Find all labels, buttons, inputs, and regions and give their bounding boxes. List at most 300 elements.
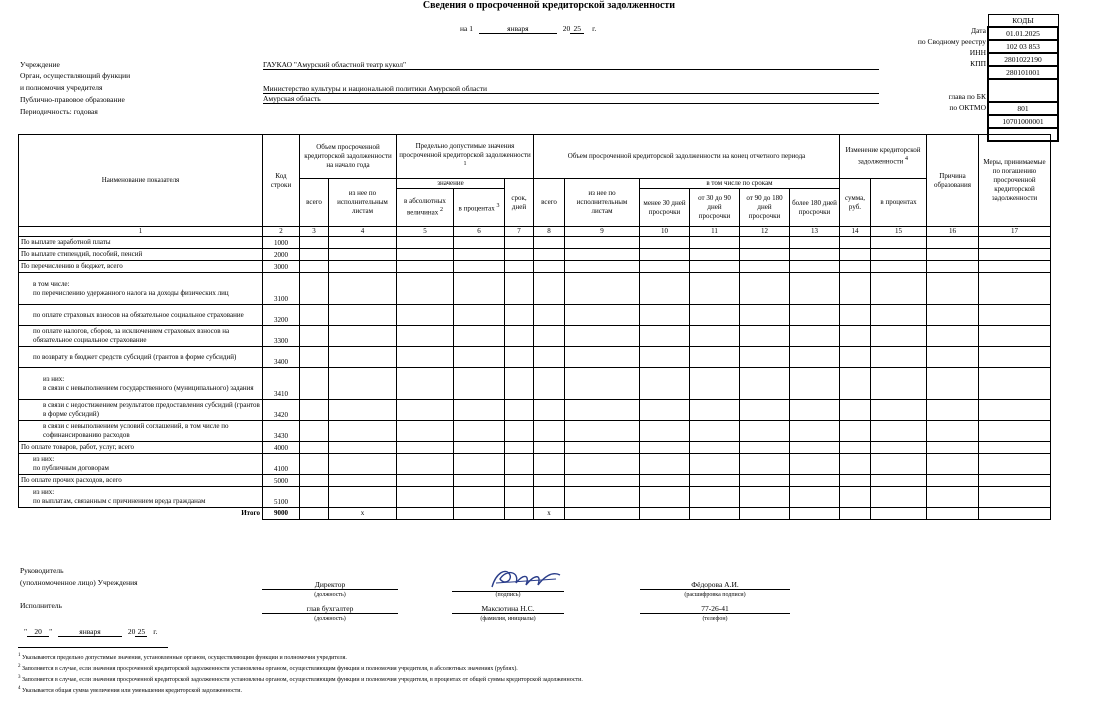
total-cell-9 (565, 508, 640, 520)
code-inn: 2801022190 (988, 53, 1058, 66)
footnote-3 (18, 674, 1088, 685)
row-name: по оплате страховых взносов на обязательное социальное страхование (19, 305, 263, 326)
header-lt30: менее 30 дней просрочки (640, 189, 690, 227)
row-cell-14 (840, 400, 871, 421)
row-cell-17 (979, 305, 1051, 326)
column-number-15: 15 (871, 227, 927, 237)
row-cell-4 (329, 475, 397, 487)
executor-position: глав бухгалтер (262, 604, 398, 614)
row-code: 3420 (263, 400, 300, 421)
row-cell-3 (300, 249, 329, 261)
row-cell-13 (790, 347, 840, 368)
row-cell-16 (927, 347, 979, 368)
footnotes (18, 652, 1088, 696)
row-cell-10 (640, 305, 690, 326)
row-cell-9 (565, 326, 640, 347)
code-kpp: 280101001 (988, 66, 1058, 79)
row-cell-5 (397, 237, 454, 249)
row-cell-17 (979, 442, 1051, 454)
code-label-bk: глава по БК (948, 92, 986, 101)
row-cell-4 (329, 421, 397, 442)
sign-date-year: 25 (135, 627, 147, 637)
row-code: 3000 (263, 261, 300, 273)
row-cell-13 (790, 421, 840, 442)
row-cell-3 (300, 347, 329, 368)
executor-phone-caption: (телефон) (702, 616, 728, 622)
sign-date-suffix: г. (153, 627, 158, 636)
row-cell-10 (640, 442, 690, 454)
row-cell-17 (979, 368, 1051, 400)
column-number-2: 2 (263, 227, 300, 237)
row-cell-14 (840, 487, 871, 508)
row-cell-4 (329, 261, 397, 273)
total-cell-5 (397, 508, 454, 520)
row-cell-15 (871, 475, 927, 487)
header-allowed-text: Предельно допустимые значения просроченной кредиторской задолженности (399, 141, 531, 159)
row-cell-8 (534, 442, 565, 454)
footnote-ref-1: 1 (463, 160, 467, 167)
row-cell-14 (840, 454, 871, 475)
row-cell-11 (690, 421, 740, 442)
head-position-caption: (должность) (314, 592, 346, 598)
column-number-7: 7 (505, 227, 534, 237)
row-cell-16 (927, 421, 979, 442)
row-cell-3 (300, 400, 329, 421)
code-date: 01.01.2025 (988, 27, 1058, 40)
row-cell-15 (871, 305, 927, 326)
row-name: По оплате прочих расходов, всего (19, 475, 263, 487)
total-cell-7 (505, 508, 534, 520)
row-name: из них: по публичным договорам (19, 454, 263, 475)
row-cell-7 (505, 454, 534, 475)
row-cell-4 (329, 368, 397, 400)
row-code: 2000 (263, 249, 300, 261)
row-cell-10 (640, 454, 690, 475)
row-cell-8 (534, 475, 565, 487)
column-number-12: 12 (740, 227, 790, 237)
row-code: 3100 (263, 273, 300, 305)
row-cell-15 (871, 487, 927, 508)
table-row (19, 249, 1051, 261)
row-cell-10 (640, 249, 690, 261)
row-cell-5 (397, 442, 454, 454)
row-cell-11 (690, 454, 740, 475)
row-cell-8 (534, 261, 565, 273)
row-cell-4 (329, 347, 397, 368)
row-cell-8 (534, 368, 565, 400)
executor-position-caption: (должность) (314, 616, 346, 622)
code-empty-1 (988, 79, 1058, 102)
row-cell-4 (329, 326, 397, 347)
header-initial: Объем просроченной кредиторской задолженности на начало года (300, 135, 397, 179)
footnote-ref-2: 2 (439, 207, 443, 214)
row-cell-7 (505, 273, 534, 305)
table-row (19, 326, 1051, 347)
row-cell-8 (534, 454, 565, 475)
column-number-10: 10 (640, 227, 690, 237)
table-row (19, 475, 1051, 487)
row-cell-4 (329, 454, 397, 475)
row-cell-16 (927, 368, 979, 400)
row-cell-8 (534, 487, 565, 508)
row-code: 1000 (263, 237, 300, 249)
row-cell-17 (979, 347, 1051, 368)
row-cell-14 (840, 421, 871, 442)
codes-header: КОДЫ (988, 15, 1058, 28)
row-cell-13 (790, 305, 840, 326)
head-label-1: Руководитель (20, 566, 64, 575)
row-cell-6 (454, 273, 505, 305)
header-change-pct: в процентах (871, 179, 927, 227)
row-cell-7 (505, 421, 534, 442)
row-cell-9 (565, 249, 640, 261)
row-code: 3430 (263, 421, 300, 442)
header-end-exec: из нее по исполнительным листам (565, 179, 640, 227)
row-code: 3400 (263, 347, 300, 368)
code-label-inn: ИНН (969, 48, 986, 57)
header-term: срок, дней (505, 179, 534, 227)
row-cell-11 (690, 305, 740, 326)
row-cell-14 (840, 442, 871, 454)
total-cell-17 (979, 508, 1051, 520)
row-cell-5 (397, 261, 454, 273)
code-registry: 102 03 853 (988, 40, 1058, 53)
row-cell-5 (397, 487, 454, 508)
total-cell-4: x (329, 508, 397, 520)
row-cell-16 (927, 261, 979, 273)
row-cell-13 (790, 400, 840, 421)
row-cell-5 (397, 475, 454, 487)
authority-value: Министерство культуры и национальной политики Амурской области (263, 84, 879, 94)
footnote-4 (18, 685, 1088, 696)
row-cell-10 (640, 475, 690, 487)
row-cell-10 (640, 368, 690, 400)
row-cell-5 (397, 273, 454, 305)
row-cell-17 (979, 421, 1051, 442)
table-row (19, 237, 1051, 249)
row-cell-5 (397, 249, 454, 261)
row-cell-14 (840, 326, 871, 347)
row-cell-7 (505, 347, 534, 368)
total-cell-14 (840, 508, 871, 520)
row-cell-11 (690, 442, 740, 454)
row-cell-8 (534, 249, 565, 261)
row-cell-4 (329, 237, 397, 249)
total-cell-6 (454, 508, 505, 520)
row-cell-12 (740, 368, 790, 400)
head-label-2: (уполномоченное лицо) Учреждения (20, 578, 138, 587)
row-cell-12 (740, 442, 790, 454)
head-name: Фёдорова А.И. (640, 580, 790, 590)
row-cell-15 (871, 237, 927, 249)
row-cell-12 (740, 249, 790, 261)
column-number-14: 14 (840, 227, 871, 237)
row-cell-15 (871, 347, 927, 368)
row-cell-14 (840, 368, 871, 400)
row-code: 4000 (263, 442, 300, 454)
date-year-prefix: 20 (562, 24, 571, 33)
row-cell-7 (505, 487, 534, 508)
row-cell-15 (871, 421, 927, 442)
row-cell-17 (979, 326, 1051, 347)
row-cell-13 (790, 475, 840, 487)
column-number-11: 11 (690, 227, 740, 237)
row-cell-12 (740, 400, 790, 421)
row-cell-11 (690, 273, 740, 305)
row-cell-15 (871, 249, 927, 261)
public-entity-value: Амурская область (263, 94, 879, 104)
row-cell-9 (565, 475, 640, 487)
row-cell-11 (690, 326, 740, 347)
table-row (19, 454, 1051, 475)
footnote-separator (18, 647, 168, 648)
row-cell-9 (565, 421, 640, 442)
row-name: по оплате налогов, сборов, за исключением страховых взносов на обязательное социальное страхование (19, 326, 263, 347)
header-abs (397, 189, 454, 227)
report-date-line (460, 24, 596, 34)
row-cell-6 (454, 475, 505, 487)
row-cell-11 (690, 400, 740, 421)
total-cell-3 (300, 508, 329, 520)
row-cell-16 (927, 249, 979, 261)
footnote-3-mark: 3 (18, 675, 21, 680)
header-change-sum: сумма, руб. (840, 179, 871, 227)
table-row (19, 261, 1051, 273)
row-cell-4 (329, 249, 397, 261)
column-number-13: 13 (790, 227, 840, 237)
row-cell-14 (840, 305, 871, 326)
total-cell-10 (640, 508, 690, 520)
total-cell-15 (871, 508, 927, 520)
header-gt180: более 180 дней просрочки (790, 189, 840, 227)
row-cell-13 (790, 273, 840, 305)
row-cell-11 (690, 237, 740, 249)
signature-caption: (подпись) (495, 592, 521, 598)
row-cell-6 (454, 249, 505, 261)
code-bk: 801 (988, 102, 1058, 115)
row-cell-9 (565, 442, 640, 454)
code-label-registry: по Сводному реестру (917, 37, 986, 46)
row-cell-6 (454, 237, 505, 249)
row-cell-7 (505, 305, 534, 326)
row-cell-7 (505, 368, 534, 400)
row-code: 3300 (263, 326, 300, 347)
date-prefix: на 1 (460, 24, 473, 33)
row-name: по возврату в бюджет средств субсидий (грантов в форме субсидий) (19, 347, 263, 368)
row-name: По выплате заработной платы (19, 237, 263, 249)
row-cell-7 (505, 249, 534, 261)
row-cell-15 (871, 261, 927, 273)
head-position: Директор (262, 580, 398, 590)
authority-label-1: Орган, осуществляющий функции (20, 71, 131, 80)
row-cell-17 (979, 237, 1051, 249)
row-cell-5 (397, 368, 454, 400)
table-row (19, 421, 1051, 442)
row-code: 5000 (263, 475, 300, 487)
header-allowed (397, 135, 534, 179)
row-cell-9 (565, 400, 640, 421)
row-cell-4 (329, 442, 397, 454)
footnote-1-mark: 1 (18, 653, 21, 658)
codes-table (987, 14, 1059, 142)
row-cell-16 (927, 487, 979, 508)
row-cell-17 (979, 400, 1051, 421)
row-cell-11 (690, 249, 740, 261)
row-cell-16 (927, 273, 979, 305)
footnote-4-mark: 4 (18, 686, 21, 691)
header-measures: Меры, принимаемые по погашению просроченной кредиторской задолженности (979, 135, 1051, 227)
row-cell-3 (300, 326, 329, 347)
header-30-90: от 30 до 90 дней просрочки (690, 189, 740, 227)
column-numbers-row (19, 227, 1051, 237)
row-cell-9 (565, 237, 640, 249)
row-cell-9 (565, 273, 640, 305)
sign-date: " 20 " января 20 25 г. (24, 627, 158, 636)
row-cell-12 (740, 347, 790, 368)
footnote-4-text: Указывается общая сумма увеличения или уменьшения кредиторской задолженности. (22, 688, 242, 694)
row-cell-13 (790, 442, 840, 454)
row-cell-14 (840, 249, 871, 261)
total-row (19, 508, 1051, 520)
row-cell-7 (505, 326, 534, 347)
sign-date-month: января (58, 627, 122, 637)
row-cell-3 (300, 305, 329, 326)
row-cell-15 (871, 442, 927, 454)
row-cell-15 (871, 326, 927, 347)
row-cell-10 (640, 347, 690, 368)
column-number-6: 6 (454, 227, 505, 237)
date-suffix: г. (592, 24, 597, 33)
row-cell-4 (329, 400, 397, 421)
row-cell-8 (534, 421, 565, 442)
row-code: 3410 (263, 368, 300, 400)
row-cell-4 (329, 273, 397, 305)
row-cell-13 (790, 454, 840, 475)
executor-phone: 77-26-41 (640, 604, 790, 614)
header-end: Объем просроченной кредиторской задолженности на конец отчетного периода (534, 135, 840, 179)
row-cell-16 (927, 400, 979, 421)
head-signature (486, 565, 566, 593)
row-cell-12 (740, 237, 790, 249)
row-cell-15 (871, 273, 927, 305)
code-label-kpp: КПП (970, 59, 986, 68)
row-name: в связи с недостижением результатов предоставления субсидий (грантов в форме субсидий) (19, 400, 263, 421)
row-cell-12 (740, 273, 790, 305)
table-row (19, 400, 1051, 421)
code-oktmo: 10701000001 (988, 115, 1058, 128)
row-cell-3 (300, 442, 329, 454)
row-cell-6 (454, 400, 505, 421)
header-code: Код строки (263, 135, 300, 227)
row-cell-7 (505, 442, 534, 454)
row-cell-10 (640, 326, 690, 347)
row-cell-10 (640, 421, 690, 442)
periodicity: Периодичность: годовая (20, 107, 98, 116)
row-cell-6 (454, 454, 505, 475)
row-cell-14 (840, 475, 871, 487)
row-cell-5 (397, 421, 454, 442)
institution-label: Учреждение (20, 60, 60, 69)
row-cell-3 (300, 261, 329, 273)
header-pct (454, 189, 505, 227)
column-number-17: 17 (979, 227, 1051, 237)
row-cell-8 (534, 273, 565, 305)
row-cell-11 (690, 261, 740, 273)
table-row (19, 487, 1051, 508)
row-cell-16 (927, 475, 979, 487)
row-name: По выплате стипендий, пособий, пенсий (19, 249, 263, 261)
row-cell-12 (740, 421, 790, 442)
row-name: в связи с невыполнением условий соглашений, в том числе по софинансированию расходов (19, 421, 263, 442)
row-cell-8 (534, 347, 565, 368)
row-cell-10 (640, 237, 690, 249)
row-code: 3200 (263, 305, 300, 326)
header-initial-exec: из нее по исполнительным листам (329, 179, 397, 227)
table-row (19, 305, 1051, 326)
row-cell-9 (565, 305, 640, 326)
row-cell-6 (454, 305, 505, 326)
row-cell-13 (790, 487, 840, 508)
row-cell-12 (740, 454, 790, 475)
row-cell-9 (565, 261, 640, 273)
footnote-ref-3: 3 (496, 202, 500, 209)
row-cell-17 (979, 475, 1051, 487)
row-cell-13 (790, 237, 840, 249)
row-cell-14 (840, 237, 871, 249)
table-row (19, 347, 1051, 368)
row-cell-3 (300, 237, 329, 249)
total-cell-12 (740, 508, 790, 520)
head-name-caption: (расшифровка подписи) (684, 592, 746, 598)
column-number-1: 1 (19, 227, 263, 237)
total-label: Итого (19, 508, 263, 520)
row-name: По перечислению в бюджет, всего (19, 261, 263, 273)
header-incl-terms: в том числе по срокам (640, 179, 840, 189)
date-month: января (479, 24, 557, 34)
row-cell-12 (740, 326, 790, 347)
executor-name-caption: (фамилия, инициалы) (480, 616, 536, 622)
row-cell-5 (397, 326, 454, 347)
row-cell-3 (300, 475, 329, 487)
row-cell-6 (454, 326, 505, 347)
row-cell-11 (690, 347, 740, 368)
row-cell-7 (505, 261, 534, 273)
column-number-4: 4 (329, 227, 397, 237)
authority-label-2: и полномочия учредителя (20, 83, 103, 92)
total-cell-13 (790, 508, 840, 520)
row-cell-17 (979, 487, 1051, 508)
row-cell-7 (505, 475, 534, 487)
date-year: 25 (570, 24, 584, 34)
row-cell-16 (927, 237, 979, 249)
row-cell-17 (979, 454, 1051, 475)
row-cell-9 (565, 487, 640, 508)
header-end-total: всего (534, 179, 565, 227)
code-label-date: Дата (971, 26, 986, 35)
table-row (19, 273, 1051, 305)
row-cell-16 (927, 454, 979, 475)
column-number-16: 16 (927, 227, 979, 237)
total-code: 9000 (263, 508, 300, 520)
row-cell-8 (534, 237, 565, 249)
header-name: Наименование показателя (19, 135, 263, 227)
row-cell-6 (454, 368, 505, 400)
row-name: из них: в связи с невыполнением государственного (муниципального) задания (19, 368, 263, 400)
row-cell-7 (505, 237, 534, 249)
executor-name: Максютина Н.С. (452, 604, 564, 614)
row-cell-8 (534, 305, 565, 326)
total-cell-11 (690, 508, 740, 520)
